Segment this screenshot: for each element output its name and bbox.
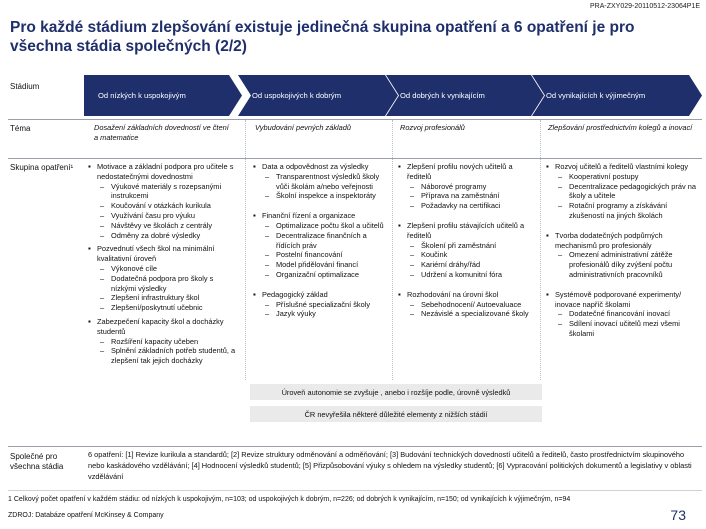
autonomy-band xyxy=(250,384,542,400)
list-item: ▪ Rozvoj učitelů a ředitelů vlastními kolegy – Kooperativní postupy – Decentralizace pedagogických práv na školy a učitele – Rotační programy a získávání zkušeností na jiných školách xyxy=(546,162,698,221)
divider xyxy=(8,490,702,491)
sub-item: – Kariérní dráhy/řád xyxy=(407,260,536,270)
sub-item: – Decentralizace pedagogických práv na školy a učitele xyxy=(555,182,698,202)
list-item: ▪ Zlepšení profilu stávajících učitelů a ředitelů – Školení při zaměstnání – Koučink – Kariérní dráhy/řád – Udržení a komunitní fóra xyxy=(398,221,536,280)
sub-item: – Příslušné specializační školy xyxy=(262,300,388,310)
divider xyxy=(8,158,702,159)
row-label-spolecne: Společné pro všechna stádia xyxy=(10,452,64,471)
sub-item: – Koučink xyxy=(407,250,536,260)
sub-item: – Transparentnost výsledků školy vůči školám a/nebo veřejnosti xyxy=(262,172,388,192)
column-separator xyxy=(245,120,246,380)
sub-item: – Zlepšení/poskytnutí učebnic xyxy=(97,303,238,313)
sub-item: – Využívání času pro výuku xyxy=(97,211,238,221)
list-item: ▪ Systémově podporované experimenty/ inovace napříč školami – Dodatečné financování inovací – Sdílení inovací učitelů mezi všemi školami xyxy=(546,290,698,339)
sub-item: – Návštěvy ve školách z centrály xyxy=(97,221,238,231)
sub-item: – Náborové programy xyxy=(407,182,536,192)
row-label-stadium: Stádium xyxy=(10,82,40,91)
footnote: 1 Celkový počet opatření v každém stádiu: od nízkých k uspokojivým, n=103; od uspokojivých k dobrým, n=226; od dobrých k vynikajícím, n=150; od vynikajících k výjimečným, n=94 xyxy=(8,496,571,503)
sub-item: – Dodatečná podpora pro školy s nízkými výsledky xyxy=(97,274,238,294)
list-item: ▪ Data a odpovědnost za výsledky – Transparentnost výsledků školy vůči školám a/nebo veřejnosti – Školní inspekce a inspektoráty xyxy=(253,162,388,201)
sub-item: – Udržení a komunitní fóra xyxy=(407,270,536,280)
band-text: Úroveň autonomie se zvyšuje , anebo i rozšíje podle, úrovně výsledků xyxy=(281,387,511,397)
list-item: ▪ Zabezpečení kapacity škol a docházky studentů – Rozšíření kapacity učeben – Splnění základních potřeb studentů, a zlepšení tak jejich docházky xyxy=(88,317,238,366)
measures-column-1 xyxy=(88,162,238,370)
sub-item: – Odměny za dobré výsledky xyxy=(97,231,238,241)
sub-item: – Optimalizace počtu škol a učitelů xyxy=(262,221,388,231)
theme-2: Vybudování pevných základů xyxy=(255,123,352,132)
stage-label: Od nízkých k uspokojivým xyxy=(98,91,186,100)
sub-item: – Model přidělování financí xyxy=(262,260,388,270)
theme-4: Zlepšování prostřednictvím kolegů a inovací xyxy=(548,123,693,132)
stage-chevron-1 xyxy=(84,75,242,116)
list-item: ▪ Motivace a základní podpora pro učitele s nedostatečnými dovednostmi – Výukové materiály s rozepsanými instrukcemi – Koučování v otázkách kurikula – Využívání času pro výuku – Návštěvy ve školách z centrály – Odměny za dobré výsledky xyxy=(88,162,238,240)
list-item: ▪ Finanční řízení a organizace – Optimalizace počtu škol a učitelů – Decentralizace finančních a řídících práv – Postelní financování – Model přidělování financí – Organizační optimalizace xyxy=(253,211,388,280)
sub-item: – Splnění základních potřeb studentů, a zlepšení tak jejich docházky xyxy=(97,346,238,366)
row-label-skupina: Skupina opatření¹ xyxy=(10,163,74,172)
document-id: PRA-ZXY029-20110512-23064P1E xyxy=(589,3,700,10)
divider xyxy=(8,446,702,447)
sub-item: – Nezávislé a specializované školy xyxy=(407,309,536,319)
measures-column-4 xyxy=(546,162,698,343)
column-separator xyxy=(392,120,393,380)
theme-3: Rozvoj profesionálů xyxy=(400,123,465,132)
unresolved-band xyxy=(250,406,542,422)
sub-item: – Koučování v otázkách kurikula xyxy=(97,201,238,211)
list-item: ▪ Pedagogický základ – Příslušné specializační školy – Jazyk výuky xyxy=(253,290,388,319)
row-label-tema: Téma xyxy=(10,124,31,133)
theme-1: Dosažení základních dovedností ve čtení a matematice xyxy=(94,123,229,142)
sub-item: – Výukové materiály s rozepsanými instrukcemi xyxy=(97,182,238,202)
source: ZDROJ: Databáze opatření McKinsey & Company xyxy=(8,512,164,519)
sub-item: – Školení při zaměstnání xyxy=(407,241,536,251)
page-title: Pro každé stádium zlepšování existuje jedinečná skupina opatření a 6 opatření je pro všechna stádia společných (2/2) xyxy=(10,19,635,55)
sub-item: – Výkonové cíle xyxy=(97,264,238,274)
stage-label: Od dobrých k vynikajícím xyxy=(400,91,485,100)
sub-item: – Dodatečné financování inovací xyxy=(555,309,698,319)
sub-item: – Omezení administrativní zátěže profesionálů díky zvýšení počtu administrativních pracovníků xyxy=(555,250,698,279)
sub-item: – Příprava na zaměstnání xyxy=(407,191,536,201)
sub-item: – Rozšíření kapacity učeben xyxy=(97,337,238,347)
stage-label: Od vynikajících k výjimečným xyxy=(546,91,646,100)
common-measures: 6 opatření: [1] Revize kurikula a standardů; [2] Revize struktury odměnování a odměňování; [3] Budování technických dovedností učitelů a ředitelů, často prostřednictvím skupinového nebo kaskádového vzdělávání; [4] Hodnocení výsledků studentů; [5] Přizpůsobování výuky s ohledem na výsledky studentů; [6] Vypracování politických dokumentů a legislativy v oblasti vzdělávání xyxy=(88,450,692,481)
sub-item: – Kooperativní postupy xyxy=(555,172,698,182)
sub-item: – Rotační programy a získávání zkušeností na jiných školách xyxy=(555,201,698,221)
sub-item: – Decentralizace finančních a řídících práv xyxy=(262,231,388,251)
list-item: ▪ Tvorba dodatečných podpůrných mechanismů pro profesionály – Omezení administrativní zátěže profesionálů díky zvýšení počtu administrativních pracovníků xyxy=(546,231,698,280)
list-item: ▪ Pozvednutí všech škol na minimální kvalitativní úroveň – Výkonové cíle – Dodatečná podpora pro školy s nízkými výsledky – Zlepšení infrastruktury škol – Zlepšení/poskytnutí učebnic xyxy=(88,244,238,313)
list-item: ▪ Rozhodování na úrovni škol – Sebehodnocení/ Autoevaluace – Nezávislé a specializované školy xyxy=(398,290,536,319)
measures-column-2 xyxy=(253,162,388,323)
stage-chevron-3 xyxy=(386,75,544,116)
divider xyxy=(8,119,702,120)
sub-item: – Zlepšení infrastruktury škol xyxy=(97,293,238,303)
sub-item: – Sebehodnocení/ Autoevaluace xyxy=(407,300,536,310)
stage-chevron-2 xyxy=(238,75,398,116)
sub-item: – Sdílení inovací učitelů mezi všemi školami xyxy=(555,319,698,339)
sub-item: – Školní inspekce a inspektoráty xyxy=(262,191,388,201)
column-separator xyxy=(540,120,541,380)
sub-item: – Organizační optimalizace xyxy=(262,270,388,280)
page-number: 73 xyxy=(670,507,686,523)
measures-column-3 xyxy=(398,162,536,323)
band-text: ČR nevyřešila některé důležité elementy z nižších stádií xyxy=(304,409,488,419)
stage-chevron-4 xyxy=(532,75,702,116)
sub-item: – Postelní financování xyxy=(262,250,388,260)
list-item: ▪ Zlepšení profilu nových učitelů a ředitelů – Náborové programy – Příprava na zaměstnání – Požadavky na certifikaci xyxy=(398,162,536,211)
stage-label: Od uspokojivých k dobrým xyxy=(252,91,342,100)
sub-item: – Požadavky na certifikaci xyxy=(407,201,536,211)
sub-item: – Jazyk výuky xyxy=(262,309,388,319)
